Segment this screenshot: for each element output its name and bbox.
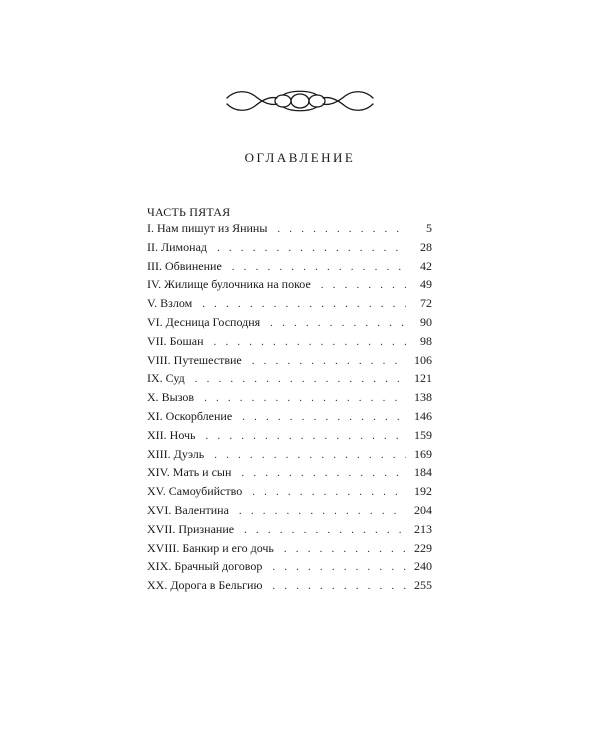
toc-entry-page: 229 xyxy=(414,540,432,555)
toc-entry-label: I. Нам пишут из Янины xyxy=(147,221,268,235)
leader-dots xyxy=(270,317,406,329)
leader-dots xyxy=(272,561,406,573)
toc-entry-label: VI. Десница Господня xyxy=(147,314,261,329)
toc-entry[interactable] xyxy=(147,578,432,597)
toc-entry-page: 90 xyxy=(420,314,432,329)
toc-entry-page: 98 xyxy=(420,333,432,348)
leader-dots xyxy=(242,411,406,423)
toc-entry-page: 5 xyxy=(426,221,432,235)
toc-entry-label: XIII. Дуэль xyxy=(147,446,205,461)
toc-entry-label: IV. Жилище булочника на покое xyxy=(147,277,311,292)
toc-entry[interactable] xyxy=(147,503,432,522)
leader-dots xyxy=(244,524,406,536)
leader-dots xyxy=(272,580,406,592)
toc-entry-page: 72 xyxy=(420,296,432,311)
toc-entry-label: XI. Оскорбление xyxy=(147,408,233,423)
toc-entry-page: 159 xyxy=(414,427,432,442)
toc-entry[interactable] xyxy=(147,259,432,278)
toc-entry[interactable] xyxy=(147,447,432,466)
toc-entry[interactable] xyxy=(147,221,432,240)
leader-dots xyxy=(252,355,406,367)
toc-list xyxy=(147,221,432,597)
toc-entry-label: III. Обвинение xyxy=(147,258,222,273)
toc-entry[interactable] xyxy=(147,371,432,390)
part-heading: ЧАСТЬ ПЯТАЯ xyxy=(147,205,231,219)
leader-dots xyxy=(232,261,406,273)
toc-entry[interactable] xyxy=(147,541,432,560)
toc-entry-label: XVII. Признание xyxy=(147,521,235,536)
flourish-ornament-icon xyxy=(225,86,375,116)
toc-entry-label: X. Вызов xyxy=(147,390,195,405)
toc-entry-label: VII. Бошан xyxy=(147,333,204,348)
leader-dots xyxy=(277,223,406,235)
toc-entry-page: 169 xyxy=(414,446,432,461)
toc-entry-page: 204 xyxy=(414,502,432,517)
leader-dots xyxy=(239,505,406,517)
leader-dots xyxy=(217,242,406,254)
toc-entry-page: 192 xyxy=(414,484,432,499)
toc-entry[interactable] xyxy=(147,390,432,409)
toc-entry[interactable] xyxy=(147,240,432,259)
toc-entry[interactable] xyxy=(147,277,432,296)
toc-entry-label: XVI. Валентина xyxy=(147,502,229,517)
toc-entry-page: 42 xyxy=(420,258,432,273)
leader-dots xyxy=(202,298,406,310)
toc-entry-page: 255 xyxy=(414,578,432,593)
toc-entry-page: 138 xyxy=(414,390,432,405)
leader-dots xyxy=(204,392,406,404)
toc-entry[interactable] xyxy=(147,428,432,447)
toc-entry-label: VIII. Путешествие xyxy=(147,352,242,367)
toc-entry-page: 28 xyxy=(420,239,432,254)
toc-entry-page: 146 xyxy=(414,408,432,423)
toc-entry-label: XVIII. Банкир и его дочь xyxy=(147,540,274,555)
toc-entry-label: V. Взлом xyxy=(147,296,193,311)
leader-dots xyxy=(321,279,406,291)
toc-entry[interactable] xyxy=(147,334,432,353)
leader-dots xyxy=(206,430,406,442)
toc-entry-label: XII. Ночь xyxy=(147,427,196,442)
leader-dots xyxy=(252,486,406,498)
toc-entry-page: 240 xyxy=(414,559,432,574)
toc-entry[interactable] xyxy=(147,409,432,428)
toc-entry[interactable] xyxy=(147,484,432,503)
toc-entry[interactable] xyxy=(147,465,432,484)
toc-entry[interactable] xyxy=(147,296,432,315)
leader-dots xyxy=(214,449,406,461)
toc-entry[interactable] xyxy=(147,559,432,578)
toc-entry-page: 213 xyxy=(414,521,432,536)
toc-entry-label: XIX. Брачный договор xyxy=(147,559,263,574)
page-title: оглавление xyxy=(244,146,356,167)
leader-dots xyxy=(214,336,406,348)
leader-dots xyxy=(284,543,406,555)
toc-entry-page: 49 xyxy=(420,277,432,292)
toc-entry-label: II. Лимонад xyxy=(147,239,207,254)
toc-entry-page: 184 xyxy=(414,465,432,480)
toc-entry-page: 106 xyxy=(414,352,432,367)
toc-entry-label: XX. Дорога в Бельгию xyxy=(147,578,263,593)
toc-entry[interactable] xyxy=(147,353,432,372)
toc-entry[interactable] xyxy=(147,522,432,541)
toc-entry-page: 121 xyxy=(414,371,432,386)
leader-dots xyxy=(241,467,406,479)
toc-entry-label: XV. Самоубийство xyxy=(147,484,243,499)
toc-entry[interactable] xyxy=(147,315,432,334)
toc-entry-label: IX. Суд xyxy=(147,371,185,386)
leader-dots xyxy=(195,373,406,385)
toc-entry-label: XIV. Мать и сын xyxy=(147,465,232,480)
